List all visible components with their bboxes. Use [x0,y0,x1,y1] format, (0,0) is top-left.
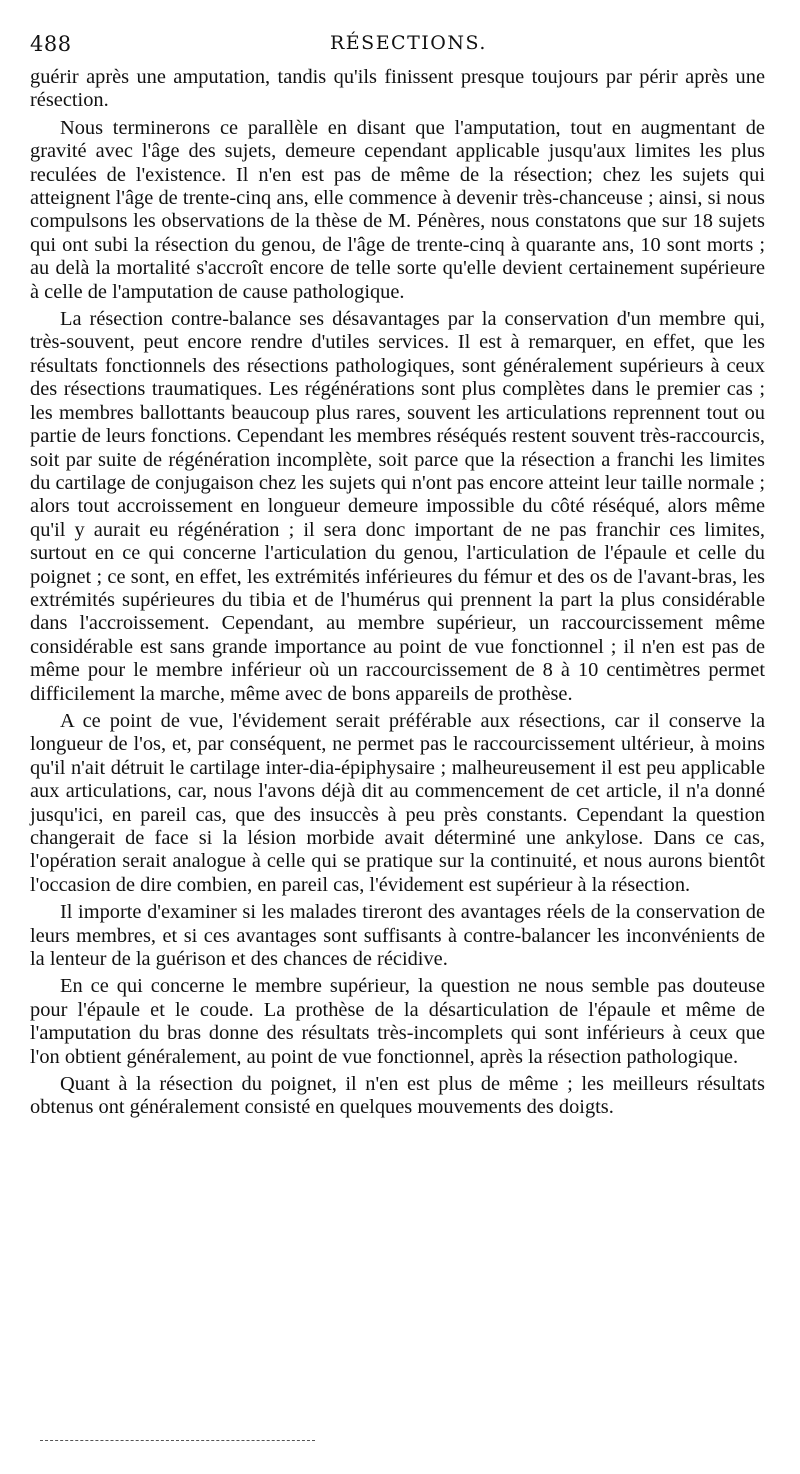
paragraph: En ce qui concerne le membre supérieur, la question ne nous semble pas douteuse pour l'épaule et le coude. La prothèse de la désarticulation de l'épaule et même de l'amputation du bras donne des résultats très-incomplets qui sont inférieurs à ceux que l'on obtient généralement, au point de vue fonctionnel, après la résection pathologique. [30,975,765,1068]
paragraph: La résection contre-balance ses désavantages par la conservation d'un membre qui, très-souvent, peut encore rendre d'utiles services. Il est à remarquer, en effet, que les résultats fonctionnels des résections pathologiques, sont généralement supérieurs à ceux des résections traumatiques. Les régénérations sont plus complètes dans le premier cas ; les membres ballottants beaucoup plus rares, souvent les articulations reprennent tout ou partie de leurs fonctions. Cependant les membres réséqués restent souvent très-raccourcis, soit par suite de régénération incomplète, soit parce que la résection a franchi les limites du cartilage de conjugaison chez les sujets qui n'ont pas encore atteint leur taille normale ; alors tout accroissement en longueur demeure impossible du côté réséqué, alors même qu'il y aurait eu régénération ; il sera donc important de ne pas franchir ces limites, surtout en ce qui concerne l'articulation du genou, l'articulation de l'épaule et celle du poignet ; ce sont, en effet, les extrémités inférieures du fémur et des os de l'avant-bras, les extrémités supérieures du tibia et de l'humérus qui prennent la part la plus considérable dans l'accroissement. Cependant, au membre supérieur, un raccourcissement même considérable est sans grande importance au point de vue fonctionnel ; il n'en est pas de même pour le membre inférieur où un raccourcissement de 8 à 10 centimètres permet difficilement la marche, même avec de bons appareils de prothèse. [30,308,765,705]
footer-divider [40,1440,315,1441]
page-header [30,32,765,62]
paragraph-continuation: guérir après une amputation, tandis qu'ils finissent presque toujours par périr après une résection. [30,66,765,112]
page-number: 488 [30,32,72,56]
paragraph: Nous terminerons ce parallèle en disant que l'amputation, tout en augmentant de gravité avec l'âge des sujets, demeure cependant applicable jusqu'aux limites les plus reculées de l'existence. Il n'en est pas de même de la résection; chez les sujets qui atteignent l'âge de trente-cinq ans, elle commence à devenir très-chanceuse ; ainsi, si nous compulsons les observations de la thèse de M. Pénères, nous constatons que sur 18 sujets qui ont subi la résection du genou, de l'âge de trente-cinq à quarante ans, 10 sont morts ; au delà la mortalité s'accroît encore de telle sorte qu'elle devient certainement supérieure à celle de l'amputation de cause pathologique. [30,116,765,303]
paragraph: Quant à la résection du poignet, il n'en est plus de même ; les meilleurs résultats obtenus ont généralement consisté en quelques mouvements des doigts. [30,1073,765,1119]
paragraph: Il importe d'examiner si les malades tireront des avantages réels de la conservation de leurs membres, et si ces avantages sont suffisants à contre-balancer les inconvénients de la lenteur de la guérison et des chances de récidive. [30,901,765,971]
body-text [30,66,765,1124]
paragraph: A ce point de vue, l'évidement serait préférable aux résections, car il conserve la longueur de l'os, et, par conséquent, ne permet pas le raccourcissement ultérieur, à moins qu'il n'ait détruit le cartilage inter-dia-épiphysaire ; malheureusement il est peu applicable aux articulations, car, nous l'avons déjà dit au commencement de cet article, il n'a donné jusqu'ici, en pareil cas, que des insuccès à peu près constants. Cependant la question changerait de face si la lésion morbide avait déterminé une ankylose. Dans ce cas, l'opération serait analogue à celle qui se pratique sur la continuité, et nous aurons bientôt l'occasion de dire combien, en pareil cas, l'évidement est supérieur à la résection. [30,709,765,896]
running-head: RÉSECTIONS. [330,32,487,54]
